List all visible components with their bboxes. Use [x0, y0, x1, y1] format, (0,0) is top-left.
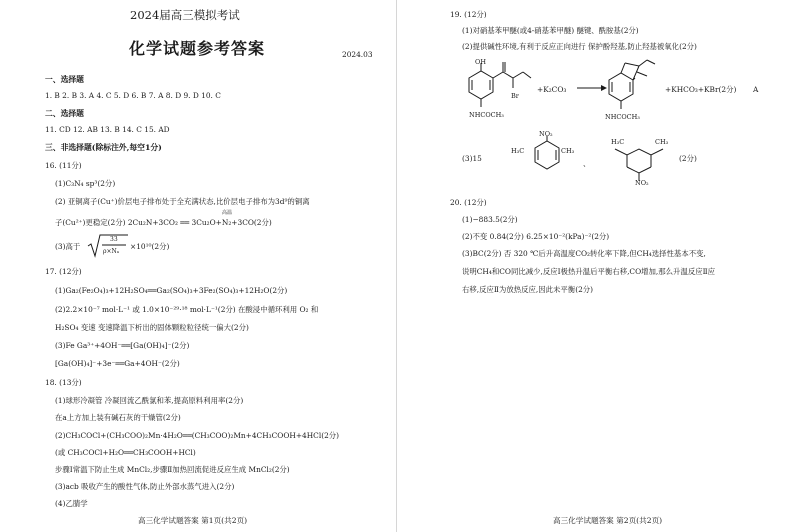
answer-page-2 — [397, 0, 794, 532]
page-footer: 高三化学试题答案 第2页(共2页) — [553, 516, 663, 525]
q19-part3-prefix: (3)15 — [462, 154, 482, 163]
section-1-title: 一、选择题 — [45, 75, 84, 84]
q16-part3-numerator: 33 — [110, 236, 118, 243]
section-1-answers: 1. B 2. B 3. A 4. C 5. D 6. B 7. A 8. D 9. D 10. C — [45, 91, 221, 100]
q17-part1: (1)Ga₂(Fe₂O₄)₃+12H₂SO₄══Ga₂(SO₄)₃+3Fe₂(SO₄)₃+12H₂O(2分) — [55, 286, 288, 295]
q18-part3: (3)acb 吸收产生的酸性气体,防止外部水蒸气进入(2分) — [55, 482, 235, 491]
q17-header: 17. (12分) — [45, 267, 82, 276]
exam-header: 2024届高三模拟考试 — [130, 8, 240, 22]
q17-part3-line2: [Ga(OH)₄]⁻+3e⁻══Ga+4OH⁻(2分) — [55, 359, 180, 368]
q19-right-nh-label: NHCOCH₃ — [605, 113, 640, 121]
q16-header: 16. (11分) — [45, 161, 82, 170]
section-2-answers: 11. CD 12. AB 13. B 14. C 15. AD — [45, 125, 170, 134]
q18-part4: (4)乙腈学 — [55, 499, 88, 508]
q16-part2-line1: (2) 亚铜离子(Cu⁺)价层电子排布处于全充满状态,比价层电子排布为3d⁹的铜离 — [55, 197, 310, 206]
q18-part2-line1: (2)CH₃COCl+(CH₃COO)₂Mn·4H₂O══(CH₃COO)₂Mn+4CH₃COOH+4HCl(2分) — [55, 431, 340, 440]
right-product-structure — [609, 60, 655, 109]
q16-part3-denominator: ρ×Nₐ — [103, 248, 120, 255]
q19-part2: (2)提供碱性环境,有利于反应正向进行 保护酚羟基,防止羟基被氧化(2分) — [462, 42, 697, 51]
q20-part2: (2)不变 0.84(2分) 6.25×10⁻²(kPa)⁻²(2分) — [462, 232, 610, 241]
reaction-arrowhead — [601, 85, 607, 91]
q19-part1: (1)对硝基苯甲醚(或4-硝基苯甲醚) 醚键、酰胺基(2分) — [462, 26, 639, 35]
q18-part1-line2: 在a上方加上装有碱石灰的干燥管(2分) — [55, 413, 181, 422]
q19-left-oh-label: OH — [475, 58, 486, 66]
q16-reaction-condition: 高温 — [222, 210, 233, 216]
q19-byproducts: +KHCO₃+KBr(2分) — [665, 85, 737, 94]
q18-part2-line3: 步骤Ⅰ常温下防止生成 MnCl₂,步骤Ⅱ加热回流促进反应生成 MnCl₂(2分) — [55, 465, 290, 474]
isomer-1-h3c: H₃C — [511, 147, 525, 155]
isomer-1-ch3: CH₃ — [561, 147, 575, 155]
q20-part3-line1: (3)BC(2分) 否 320 ℃后升高温度CO₂转化率下降,但CH₄选择性基本不变, — [462, 249, 706, 258]
q20-part3-line3: 右移,反应Ⅱ为放热反应,因此未平衡(2分) — [462, 285, 594, 294]
left-reactant-structure — [469, 62, 531, 107]
isomer-2-h3c: H₃C — [611, 138, 625, 146]
q16-part3-suffix: ×10¹⁰(2分) — [130, 242, 170, 251]
page-footer: 高三化学试题答案 第1页(共2页) — [138, 516, 248, 525]
exam-date: 2024.03 — [342, 50, 373, 59]
isomer-1-structure — [527, 138, 567, 178]
page-title: 化学试题参考答案 — [129, 39, 266, 58]
q16-part3-prefix: (3)高于 — [55, 242, 81, 251]
q20-part3-line2: 说明CH₄和CO同比减少,反应Ⅰ极热升温后平衡右移,CO增加,那么升温反应Ⅱ应 — [462, 267, 716, 276]
q20-header: 20. (12分) — [450, 198, 487, 207]
isomer-1-no2: NO₂ — [539, 130, 553, 138]
q19-left-br-label: Br — [511, 92, 519, 100]
section-2-title: 二、选择题 — [45, 109, 84, 118]
q17-part3-line1: (3)Fe Ga³⁺+4OH⁻══[Ga(OH)₄]⁻(2分) — [55, 341, 190, 350]
isomer-2-ch3: CH₃ — [655, 138, 669, 146]
q16-part2-line2: 子(Cu²⁺)更稳定(2分) 2Cu₂N+3CO₂ ══ 3Cu₂O+N₂+3CO(2分) — [55, 218, 272, 227]
q19-header: 19. (12分) — [450, 10, 487, 19]
q18-part2-line2: (或 CH₃COCl+H₂O══CH₃COOH+HCl) — [55, 448, 196, 457]
q19-left-nh-label: NHCOCH₃ — [469, 111, 504, 119]
q17-part2-line2: H₂SO₄ 变速 变速降温下析出的固体颗粒粒径统一偏大(2分) — [55, 323, 249, 332]
isomer-separator: 、 — [583, 159, 591, 168]
q19-label-a: A — [753, 85, 759, 94]
isomer-2-no2: NO₂ — [635, 179, 649, 187]
q17-part2-line1: (2)2.2×10⁻⁷ mol·L⁻¹ 或 1.0×10⁻²⁹·¹⁸ mol·L⁻¹(2分) 在酸浸中循环利用 O₂ 和 — [55, 305, 319, 314]
section-3-title: 三、非选择题(除标注外,每空1分) — [45, 143, 162, 152]
q18-header: 18. (13分) — [45, 378, 82, 387]
q18-part1: (1)球形冷凝管 冷凝回流乙酰氯和苯,提高原料利用率(2分) — [55, 396, 244, 405]
q19-reagent-k2co3: +K₂CO₃ — [537, 85, 567, 94]
q19-part3-score: (2分) — [679, 154, 697, 163]
q16-part1: (1)C₃N₄ sp³(2分) — [55, 179, 116, 188]
q20-part1: (1)−883.5(2分) — [462, 215, 518, 224]
